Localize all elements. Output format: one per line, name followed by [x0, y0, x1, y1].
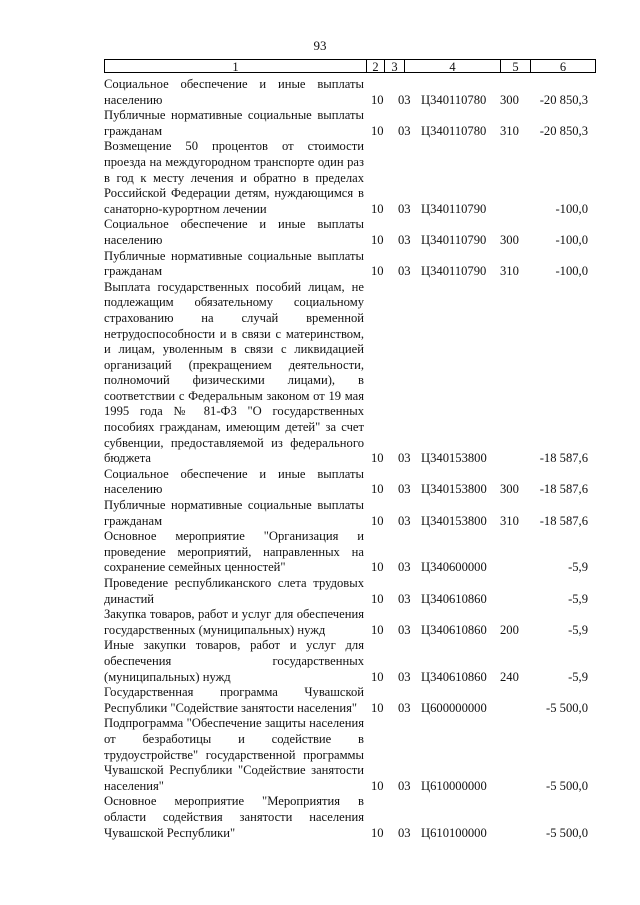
table-row	[104, 498, 596, 529]
target-article-code: Ц340153800	[421, 513, 487, 528]
section-code: 10	[371, 451, 384, 466]
header-col-5: 5	[500, 59, 530, 73]
subsection-code: 03	[398, 622, 411, 637]
table-row	[104, 249, 596, 280]
row-description: Основное мероприятие "Организация и проведение мероприятий, направленных на сохранение семейных ценностей"	[104, 529, 364, 575]
subsection-code: 03	[398, 591, 411, 606]
target-article-code: Ц340110780	[421, 92, 487, 107]
section-code: 10	[371, 513, 384, 528]
target-article-code: Ц340610860	[421, 622, 487, 637]
row-description: Государственная программа Чувашской Республики "Содействие занятости населения"	[104, 685, 364, 715]
table-row	[104, 217, 596, 248]
table-row	[104, 139, 596, 217]
target-article-code: Ц340110790	[421, 201, 487, 216]
table-row	[104, 576, 596, 607]
amount: -20 850,3	[539, 123, 588, 138]
expense-type-code: 200	[500, 622, 519, 637]
table-row	[104, 716, 596, 794]
target-article-code: Ц340110790	[421, 232, 487, 247]
section-code: 10	[371, 123, 384, 138]
table-row	[104, 685, 596, 716]
target-article-code: Ц340110780	[421, 123, 487, 138]
subsection-code: 03	[398, 232, 411, 247]
target-article-code: Ц340153800	[421, 482, 487, 497]
section-code: 10	[371, 825, 384, 840]
amount: -5 500,0	[546, 700, 588, 715]
row-description: Возмещение 50 процентов от стоимости проезда на междугородном транспорте один раз в год к месту лечения и обратно в пределах Российской Федерации детям, нуждающимся в санаторно-курортном лечении	[104, 139, 364, 216]
subsection-code: 03	[398, 825, 411, 840]
header-col-3: 3	[384, 59, 404, 73]
section-code: 10	[371, 622, 384, 637]
table-body	[104, 77, 596, 841]
amount: -5 500,0	[546, 778, 588, 793]
expense-type-code: 300	[500, 482, 519, 497]
target-article-code: Ц340610860	[421, 591, 487, 606]
expense-type-code: 310	[500, 513, 519, 528]
section-code: 10	[371, 778, 384, 793]
expense-type-code: 310	[500, 123, 519, 138]
table-header	[104, 59, 596, 73]
table-row	[104, 529, 596, 576]
subsection-code: 03	[398, 92, 411, 107]
table-row	[104, 108, 596, 139]
table-row	[104, 280, 596, 467]
target-article-code: Ц340110790	[421, 264, 487, 279]
section-code: 10	[371, 92, 384, 107]
subsection-code: 03	[398, 482, 411, 497]
page-number: 93	[313, 38, 327, 53]
amount: -5,9	[568, 622, 588, 637]
expense-type-code: 300	[500, 232, 519, 247]
subsection-code: 03	[398, 560, 411, 575]
row-description: Социальное обеспечение и иные выплаты населению	[104, 466, 364, 497]
row-description: Выплата государственных пособий лицам, не подлежащим обязательному социальному страхованию на случай временной нетрудоспособности и в связи с материнством, и лицам, уволенным в связи с ликвидацией организаций (прекращением деятельности, полномочий физическими лицами), в соответствии с Федеральным законом от 19 мая 1995 года № 81-ФЗ "О государственных пособиях гражданам, имеющим детей" за счет субвенции, предоставляемой из федерального бюджета	[104, 279, 364, 466]
target-article-code: Ц610000000	[421, 778, 487, 793]
amount: -5 500,0	[546, 825, 588, 840]
row-description: Основное мероприятие "Мероприятия в области содействия занятости населения Чувашской Республики"	[104, 794, 364, 840]
section-code: 10	[371, 264, 384, 279]
row-description: Иные закупки товаров, работ и услуг для обеспечения государственных (муниципальных) нужд	[104, 638, 364, 684]
subsection-code: 03	[398, 264, 411, 279]
amount: -5,9	[568, 560, 588, 575]
expense-type-code: 240	[500, 669, 519, 684]
section-code: 10	[371, 201, 384, 216]
subsection-code: 03	[398, 669, 411, 684]
amount: -20 850,3	[539, 92, 588, 107]
table-row	[104, 607, 596, 638]
table-row	[104, 467, 596, 498]
header-col-6: 6	[530, 59, 596, 73]
subsection-code: 03	[398, 201, 411, 216]
row-description: Проведение республиканского слета трудовых династий	[104, 576, 364, 606]
table-row	[104, 794, 596, 841]
row-description: Публичные нормативные социальные выплаты гражданам	[104, 248, 364, 279]
row-description: Социальное обеспечение и иные выплаты населению	[104, 217, 364, 247]
amount: -18 587,6	[539, 513, 588, 528]
row-description: Подпрограмма "Обеспечение защиты населения от безработицы и содействие в трудоустройстве" государственной программы Чувашской Республики "Содействие занятости населения"	[104, 716, 364, 793]
target-article-code: Ц600000000	[421, 700, 487, 715]
subsection-code: 03	[398, 451, 411, 466]
row-description: Публичные нормативные социальные выплаты гражданам	[104, 498, 364, 528]
target-article-code: Ц340610860	[421, 669, 487, 684]
expense-type-code: 300	[500, 92, 519, 107]
section-code: 10	[371, 560, 384, 575]
amount: -100,0	[555, 232, 588, 247]
subsection-code: 03	[398, 513, 411, 528]
section-code: 10	[371, 700, 384, 715]
section-code: 10	[371, 669, 384, 684]
row-description: Публичные нормативные социальные выплаты гражданам	[104, 108, 364, 138]
amount: -18 587,6	[539, 451, 588, 466]
section-code: 10	[371, 591, 384, 606]
header-col-1: 1	[104, 59, 366, 73]
section-code: 10	[371, 232, 384, 247]
header-col-2: 2	[366, 59, 384, 73]
amount: -18 587,6	[539, 482, 588, 497]
section-code: 10	[371, 482, 384, 497]
table-row	[104, 77, 596, 108]
subsection-code: 03	[398, 778, 411, 793]
amount: -5,9	[568, 669, 588, 684]
target-article-code: Ц610100000	[421, 825, 487, 840]
row-description: Социальное обеспечение и иные выплаты населению	[104, 77, 364, 107]
header-col-4: 4	[404, 59, 500, 73]
amount: -100,0	[555, 201, 588, 216]
target-article-code: Ц340600000	[421, 560, 487, 575]
row-description: Закупка товаров, работ и услуг для обеспечения государственных (муниципальных) нужд	[104, 607, 364, 637]
expense-type-code: 310	[500, 264, 519, 279]
subsection-code: 03	[398, 700, 411, 715]
target-article-code: Ц340153800	[421, 451, 487, 466]
amount: -100,0	[555, 264, 588, 279]
table-row	[104, 638, 596, 685]
subsection-code: 03	[398, 123, 411, 138]
amount: -5,9	[568, 591, 588, 606]
budget-table	[104, 59, 596, 841]
